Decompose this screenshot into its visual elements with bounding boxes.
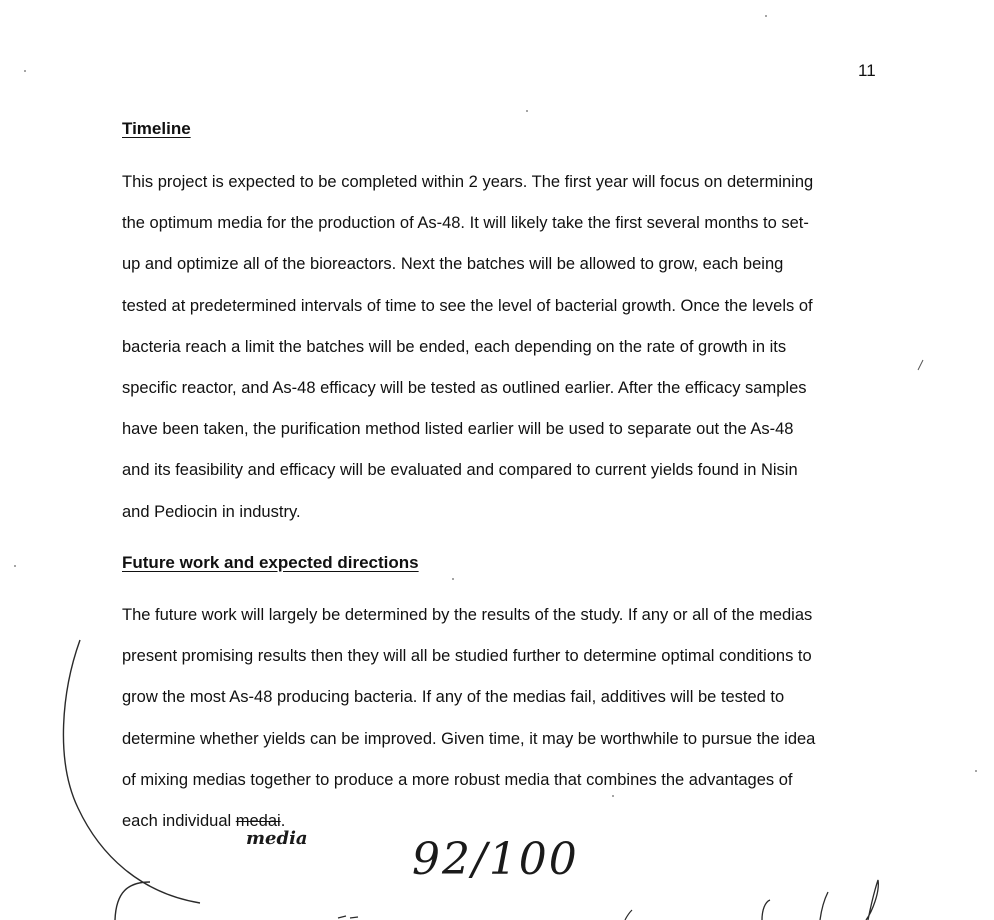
timeline-line: the optimum media for the production of As-48. It will likely take the first several months to set- [122,214,809,233]
timeline-line: have been taken, the purification method listed earlier will be used to separate out the As-48 [122,420,794,439]
page-number: 11 [858,61,876,80]
future-work-line: present promising results then they will all be studied further to determine optimal conditions to [122,647,812,666]
scan-speck [24,70,26,72]
future-work-line: determine whether yields can be improved. Given time, it may be worthwhile to pursue the idea [122,729,816,748]
future-work-heading: Future work and expected directions [122,553,419,572]
scan-speck [975,770,977,772]
timeline-line: up and optimize all of the bioreactors. Next the batches will be allowed to grow, each being [122,255,784,274]
handwritten-correction: media [246,828,308,849]
timeline-line: and its feasibility and efficacy will be evaluated and compared to current yields found in Nisin [122,461,798,480]
handwritten-grade: 92/100 [412,834,579,885]
scan-speck [526,110,528,112]
future-work-line: grow the most As-48 producing bacteria. If any of the medias fail, additives will be tested to [122,688,785,707]
last-line-suffix: . [280,811,286,830]
scan-speck [452,578,454,580]
future-work-line: The future work will largely be determined by the results of the study. If any or all of the medias [122,606,813,624]
scan-speck [612,795,614,797]
timeline-heading: Timeline [122,119,191,138]
future-work-line: of mixing medias together to produce a more robust media that combines the advantages of [122,770,793,789]
struck-word: medai [235,811,281,830]
timeline-line: This project is expected to be completed within 2 years. The first year will focus on determining [122,173,814,191]
last-line-prefix: each individual [122,811,236,830]
scan-speck [765,15,767,17]
timeline-line: bacteria reach a limit the batches will be ended, each depending on the rate of growth in its [122,337,787,356]
timeline-line: tested at predetermined intervals of time to see the level of bacterial growth. Once the levels of [122,296,813,315]
timeline-line: and Pediocin in industry. [122,502,301,521]
scan-speck [14,565,16,567]
timeline-line: specific reactor, and As-48 efficacy will be tested as outlined earlier. After the efficacy samples [122,378,807,397]
